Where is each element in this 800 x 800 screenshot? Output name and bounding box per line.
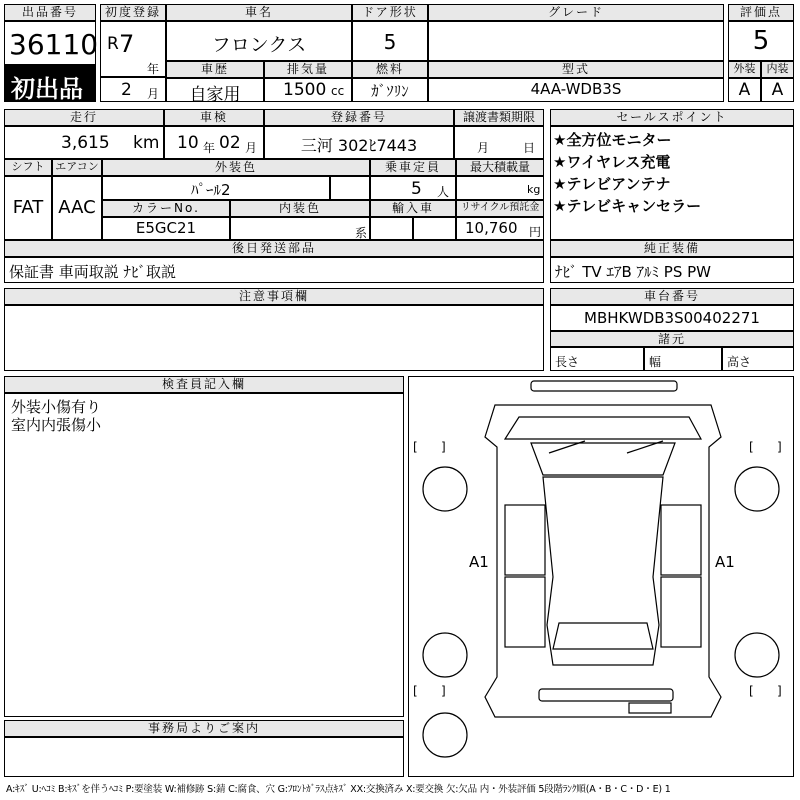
door-rear-left-shape xyxy=(505,577,545,647)
month-suffix: 月 xyxy=(147,87,160,101)
grade-label: グレード xyxy=(428,4,724,21)
mileage-value: 3,615 xyxy=(61,133,110,153)
exterior-cell xyxy=(728,78,761,102)
insp-year: 10 xyxy=(177,133,199,153)
reg-no-label: 登録番号 xyxy=(264,109,454,126)
displacement-label: 排気量 xyxy=(264,61,352,78)
month-value: 2 xyxy=(121,80,132,100)
lot-no-label: 出品番号 xyxy=(4,4,96,21)
recycle-label: リサイクル預託金 xyxy=(456,200,544,217)
bracket-6: ] xyxy=(441,684,446,698)
color-no-value: E5GC21 xyxy=(135,219,197,237)
inspector-box xyxy=(4,393,404,717)
rear-window-shape xyxy=(553,623,653,649)
selling-points-list xyxy=(553,129,701,217)
spare-wheel-shape xyxy=(423,713,467,757)
wheel-rear-right-shape xyxy=(735,633,779,677)
door-front-right-shape xyxy=(661,505,701,575)
car-diagram xyxy=(409,377,793,776)
import-cell xyxy=(370,217,413,240)
score-cell xyxy=(728,21,794,61)
color-no-cell xyxy=(102,217,230,240)
color-no-label: カラーNo. xyxy=(102,200,230,217)
aircon-value: AAC xyxy=(58,197,96,218)
body-outline-shape xyxy=(485,405,721,717)
score-value: 5 xyxy=(752,26,770,56)
model-value: 4AA-WDB3S xyxy=(530,80,622,98)
car-name-label: 車名 xyxy=(166,4,352,21)
selling-points-box xyxy=(550,126,794,240)
max-load-label: 最大積載量 xyxy=(456,159,544,176)
car-name-value: フロンクス xyxy=(211,34,307,56)
exterior-label: 外装 xyxy=(728,61,761,78)
wheel-front-right-shape xyxy=(735,467,779,511)
height-cell xyxy=(722,347,794,371)
first-reg-cell xyxy=(100,21,166,77)
model-cell xyxy=(428,78,724,102)
month-cell xyxy=(100,77,166,102)
length-label: 長さ xyxy=(555,355,580,369)
grade-cell xyxy=(428,21,724,61)
selling-point-item: ★全方位モニター xyxy=(553,131,672,149)
wheel-front-left-shape xyxy=(423,467,467,511)
genuine-cell xyxy=(550,257,794,283)
genuine-label: 純正装備 xyxy=(550,240,794,257)
aircon-label: エアコン xyxy=(52,159,102,176)
int-color-label: 内装色 xyxy=(230,200,370,217)
new-listing-badge xyxy=(4,65,96,102)
history-value: 自家用 xyxy=(189,85,241,105)
year-suffix: 年 xyxy=(147,62,160,76)
displacement-cell xyxy=(264,78,352,102)
recycle-unit: 円 xyxy=(529,225,542,239)
height-label: 高さ xyxy=(727,355,752,369)
model-label: 型式 xyxy=(428,61,724,78)
office-label: 事務局よりご案内 xyxy=(4,720,404,737)
first-reg-label: 初度登録 xyxy=(100,4,166,21)
shift-value: FAT xyxy=(12,197,44,218)
bracket-5: [ xyxy=(413,684,418,698)
car-name-cell xyxy=(166,21,352,61)
bracket-1: [ xyxy=(413,440,418,454)
fuel-value: ｶﾞｿﾘﾝ xyxy=(371,82,409,100)
interior-value: A xyxy=(771,80,784,100)
rear-bumper-shape xyxy=(539,689,673,701)
ext-color-extra-cell xyxy=(330,176,370,200)
door-rear-right-shape xyxy=(661,577,701,647)
seats-value: 5 xyxy=(411,179,422,199)
insp-month: 02 xyxy=(219,133,241,153)
displacement-value: 1500 xyxy=(283,80,327,100)
later-parts-cell xyxy=(4,257,544,283)
inspection-cell xyxy=(164,126,264,159)
interior-cell xyxy=(761,78,794,102)
notes-box xyxy=(4,305,544,371)
recycle-value: 10,760 xyxy=(465,219,518,237)
fuel-cell xyxy=(352,78,428,102)
selling-point-item: ★テレビアンテナ xyxy=(553,175,671,193)
import-cell-2 xyxy=(413,217,456,240)
width-cell xyxy=(644,347,722,371)
new-listing-text: 初出品 xyxy=(11,75,83,103)
bracket-8: ] xyxy=(777,684,782,698)
transfer-month: 月 xyxy=(477,141,490,155)
year-value: 7 xyxy=(119,30,135,58)
notes-label: 注意事項欄 xyxy=(4,288,544,305)
shift-cell xyxy=(4,176,52,240)
mileage-label: 走行 xyxy=(4,109,164,126)
car-diagram-frame xyxy=(408,376,794,777)
width-label: 幅 xyxy=(649,355,662,369)
reg-no-value: 三河 302ﾋ7443 xyxy=(300,136,418,155)
door-value: 5 xyxy=(383,30,397,54)
door-front-left-shape xyxy=(505,505,545,575)
chassis-value: MBHKWDB3S00402271 xyxy=(584,309,760,327)
damage-mark-left: A1 xyxy=(469,553,489,571)
door-label: ドア形状 xyxy=(352,4,428,21)
mileage-cell xyxy=(4,126,164,159)
hood-shape xyxy=(505,417,701,439)
transfer-day: 日 xyxy=(523,141,536,155)
selling-point-item: ★テレビキャンセラー xyxy=(553,197,702,215)
insp-year-suffix: 年 xyxy=(203,141,216,155)
insp-month-suffix: 月 xyxy=(245,141,258,155)
lot-no-value: 36110 xyxy=(9,28,99,61)
length-cell xyxy=(550,347,644,371)
score-label: 評価点 xyxy=(728,4,794,21)
damage-mark-right: A1 xyxy=(715,553,735,571)
seats-label: 乗車定員 xyxy=(370,159,456,176)
era-value: R xyxy=(107,34,119,54)
import-label: 輸入車 xyxy=(370,200,456,217)
inspector-note-1: 外装小傷有り xyxy=(11,398,102,416)
load-unit: kg xyxy=(527,183,541,196)
ext-color-cell xyxy=(102,176,330,200)
history-label: 車歴 xyxy=(166,61,264,78)
door-cell xyxy=(352,21,428,61)
roof-shape xyxy=(543,477,663,665)
recycle-cell xyxy=(456,217,544,240)
max-load-cell xyxy=(456,176,544,200)
reg-no-cell xyxy=(264,126,454,159)
later-parts-label: 後日発送部品 xyxy=(4,240,544,257)
front-bumper-shape xyxy=(531,381,677,391)
bracket-3: [ xyxy=(749,440,754,454)
ext-color-value: ﾊﾟｰﾙ2 xyxy=(191,181,231,199)
inspector-label: 検査員記入欄 xyxy=(4,376,404,393)
ext-color-label: 外装色 xyxy=(102,159,370,176)
transfer-label: 譲渡書類期限 xyxy=(454,109,544,126)
exterior-value: A xyxy=(738,80,751,100)
windshield-shape xyxy=(531,443,675,475)
int-color-suffix: 系 xyxy=(355,226,368,240)
aircon-cell xyxy=(52,176,102,240)
transfer-cell xyxy=(454,126,544,159)
selling-points-label: セールスポイント xyxy=(550,109,794,126)
bracket-2: ] xyxy=(441,440,446,454)
bracket-4: ] xyxy=(777,440,782,454)
later-parts-value: 保証書 車両取説 ﾅﾋﾞ取説 xyxy=(9,263,177,281)
tail-shape xyxy=(629,703,671,713)
legend-text: A:ｷｽﾞ U:ﾍｺﾐ B:ｷｽﾞを伴うﾍｺﾐ P:要塗装 W:補修跡 S:錆 C:腐食、穴 G:ﾌﾛﾝﾄｶﾞﾗｽ点ｷｽﾞ XX:交換済み X:要交換 欠:欠品 内・外装評価 5段階ﾗﾝｸ順(A・B・C・D・E) 1 xyxy=(6,784,671,795)
fuel-label: 燃料 xyxy=(352,61,428,78)
int-color-cell xyxy=(230,217,370,240)
interior-label: 内装 xyxy=(761,61,794,78)
seats-cell xyxy=(370,176,456,200)
chassis-cell xyxy=(550,305,794,331)
lot-no-cell xyxy=(4,21,99,65)
inspector-note-2: 室内内張傷小 xyxy=(11,416,102,434)
history-cell xyxy=(166,78,264,105)
chassis-label: 車台番号 xyxy=(550,288,794,305)
cc-unit: cc xyxy=(331,84,345,98)
shift-label: シフト xyxy=(4,159,52,176)
km-unit: km xyxy=(133,133,160,153)
wheel-rear-left-shape xyxy=(423,633,467,677)
bracket-7: [ xyxy=(749,684,754,698)
dims-label: 諸元 xyxy=(550,331,794,347)
genuine-value: ﾅﾋﾞ TV ｴｱB ｱﾙﾐ PS PW xyxy=(555,263,711,281)
office-box xyxy=(4,737,404,777)
inspection-label: 車検 xyxy=(164,109,264,126)
selling-point-item: ★ワイヤレス充電 xyxy=(553,153,671,171)
seats-unit: 人 xyxy=(437,185,450,199)
